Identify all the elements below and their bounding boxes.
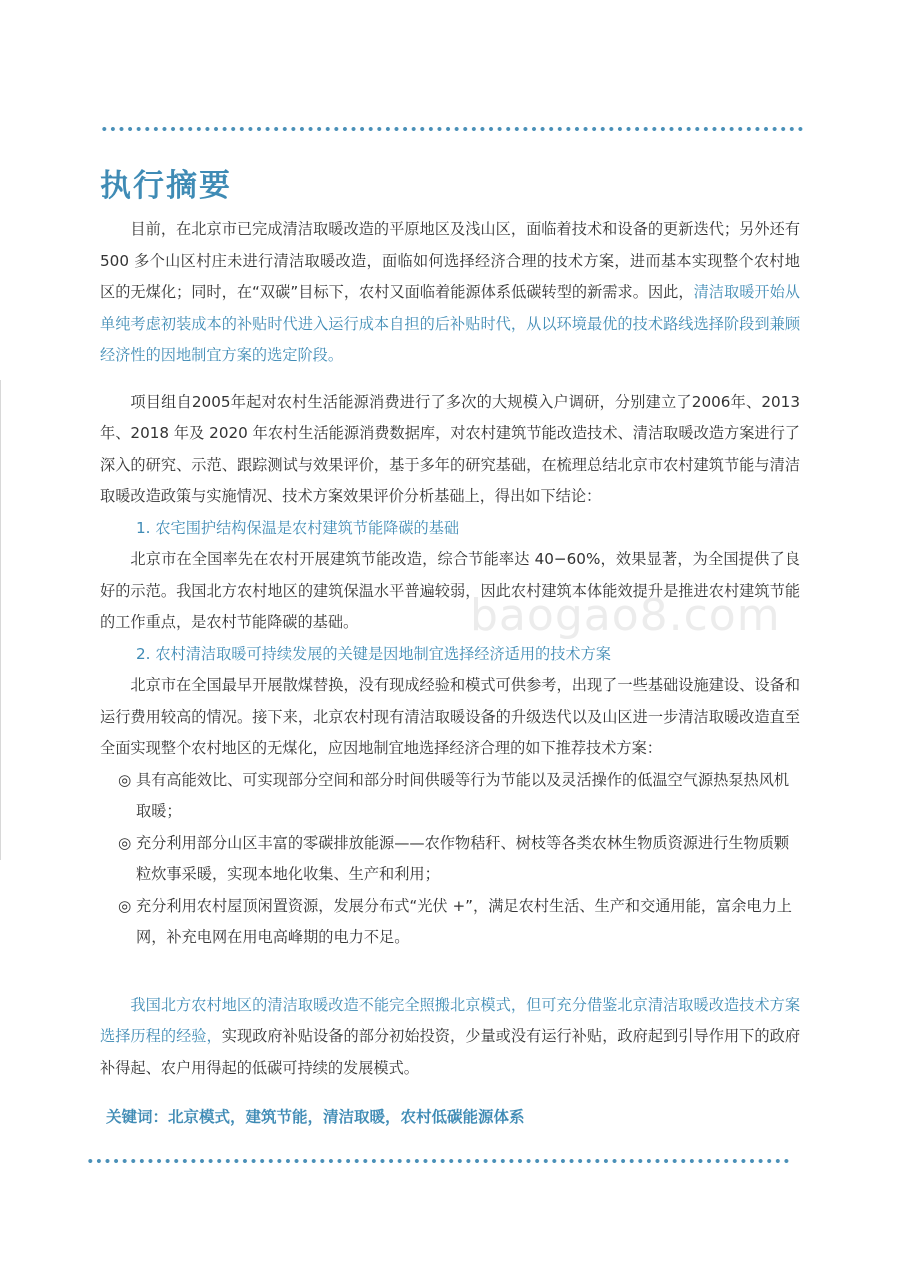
intro-highlight: 清洁取暖开始从单纯考虑初装成本的补贴时代进入运行成本自担的后补贴时代，从以环境最优的技术路线选择阶段到兼顾经济性的因地制宜方案的选定阶段。 — [100, 283, 800, 364]
conclusion-text: 实现政府补贴设备的部分初始投资，少量或没有运行补贴，政府起到引导作用下的政府补得起、农户用得起的低碳可持续的发展模式。 — [100, 1027, 801, 1077]
conclusion-paragraph — [100, 990, 800, 1085]
section-2-heading: 2. 农村清洁取暖可持续发展的关键是因地制宜选择经济适用的技术方案 — [136, 644, 611, 663]
recommendation-text: 具有高能效比、可实现部分空间和部分时间供暖等行为节能以及灵活操作的低温空气源热泵热风机取暖； — [136, 770, 790, 820]
section-1-body: 北京市在全国率先在农村开展建筑节能改造，综合节能率达 40−60%，效果显著，为全国提供了良好的示范。我国北方农村地区的建筑保温水平普遍较弱，因此农村建筑本体能效提升是推进农村建筑节能的工作重点，是农村节能降碳的基础。 — [100, 550, 800, 631]
section-2-body: 北京市在全国最早开展散煤替换，没有现成经验和模式可供参考，出现了一些基础设施建设、设备和运行费用较高的情况。接下来，北京农村现有清洁取暖设备的升级迭代以及山区进一步清洁取暖改造直至全面实现整个农村地区的无煤化，应因地制宜地选择经济合理的如下推荐技术方案： — [100, 676, 800, 757]
intro-paragraph-2: 项目组自2005年起对农村生活能源消费进行了多次的大规模入户调研，分别建立了2006年、2013 年、2018 年及 2020 年农村生活能源消费数据库，对农村建筑节能改造技术、清洁取暖改造方案进行了深入的研究、示范、跟踪测试与效果评价，基于多年的研究基础，在梳理总结北京市农村建筑节能与清洁取暖改造政策与实施情况、技术方案效果评价分析基础上，得出如下结论： — [100, 392, 800, 505]
conclusion-highlight: 我国北方农村地区的清洁取暖改造不能完全照搬北京模式，但可充分借鉴北京清洁取暖改造技术方案选择历程的经验， — [100, 995, 800, 1045]
page-edge-line — [0, 380, 1, 860]
summary-content — [100, 214, 800, 1134]
watermark: baogao8.com — [470, 590, 781, 641]
page-title: 执行摘要 — [100, 168, 232, 204]
bullet-symbol-icon: ◎ — [118, 896, 132, 915]
intro-text: 目前，在北京市已完成清洁取暖改造的平原地区及浅山区，面临着技术和设备的更新迭代；另外还有 500 多个山区村庄未进行清洁取暖改造，面临如何选择经济合理的技术方案，进而基本实现整个农村地区的无煤化；同时，在“双碳”目标下，农村又面临着能源体系低碳转型的新需求。因此， — [100, 220, 800, 301]
bottom-dotted-divider — [86, 1158, 792, 1164]
recommendation-item — [100, 891, 800, 954]
top-dotted-divider — [100, 126, 806, 132]
recommendation-text: 充分利用部分山区丰富的零碳排放能源——农作物秸秆、树枝等各类农林生物质资源进行生物质颗粒炊事采暖，实现本地化收集、生产和利用； — [136, 833, 790, 883]
recommendation-text: 充分利用农村屋顶闲置资源，发展分布式“光伏 +”，满足农村生活、生产和交通用能，富余电力上网，补充电网在用电高峰期的电力不足。 — [136, 896, 792, 946]
keywords-line: 关键词：北京模式，建筑节能，清洁取暖，农村低碳能源体系 — [106, 1108, 525, 1126]
bullet-symbol-icon: ◎ — [118, 770, 132, 789]
section-1-heading: 1. 农宅围护结构保温是农村建筑节能降碳的基础 — [136, 518, 460, 537]
bullet-symbol-icon: ◎ — [118, 833, 132, 852]
intro-paragraph-1 — [100, 214, 800, 372]
recommendation-item — [100, 765, 800, 828]
recommendation-item — [100, 828, 800, 891]
